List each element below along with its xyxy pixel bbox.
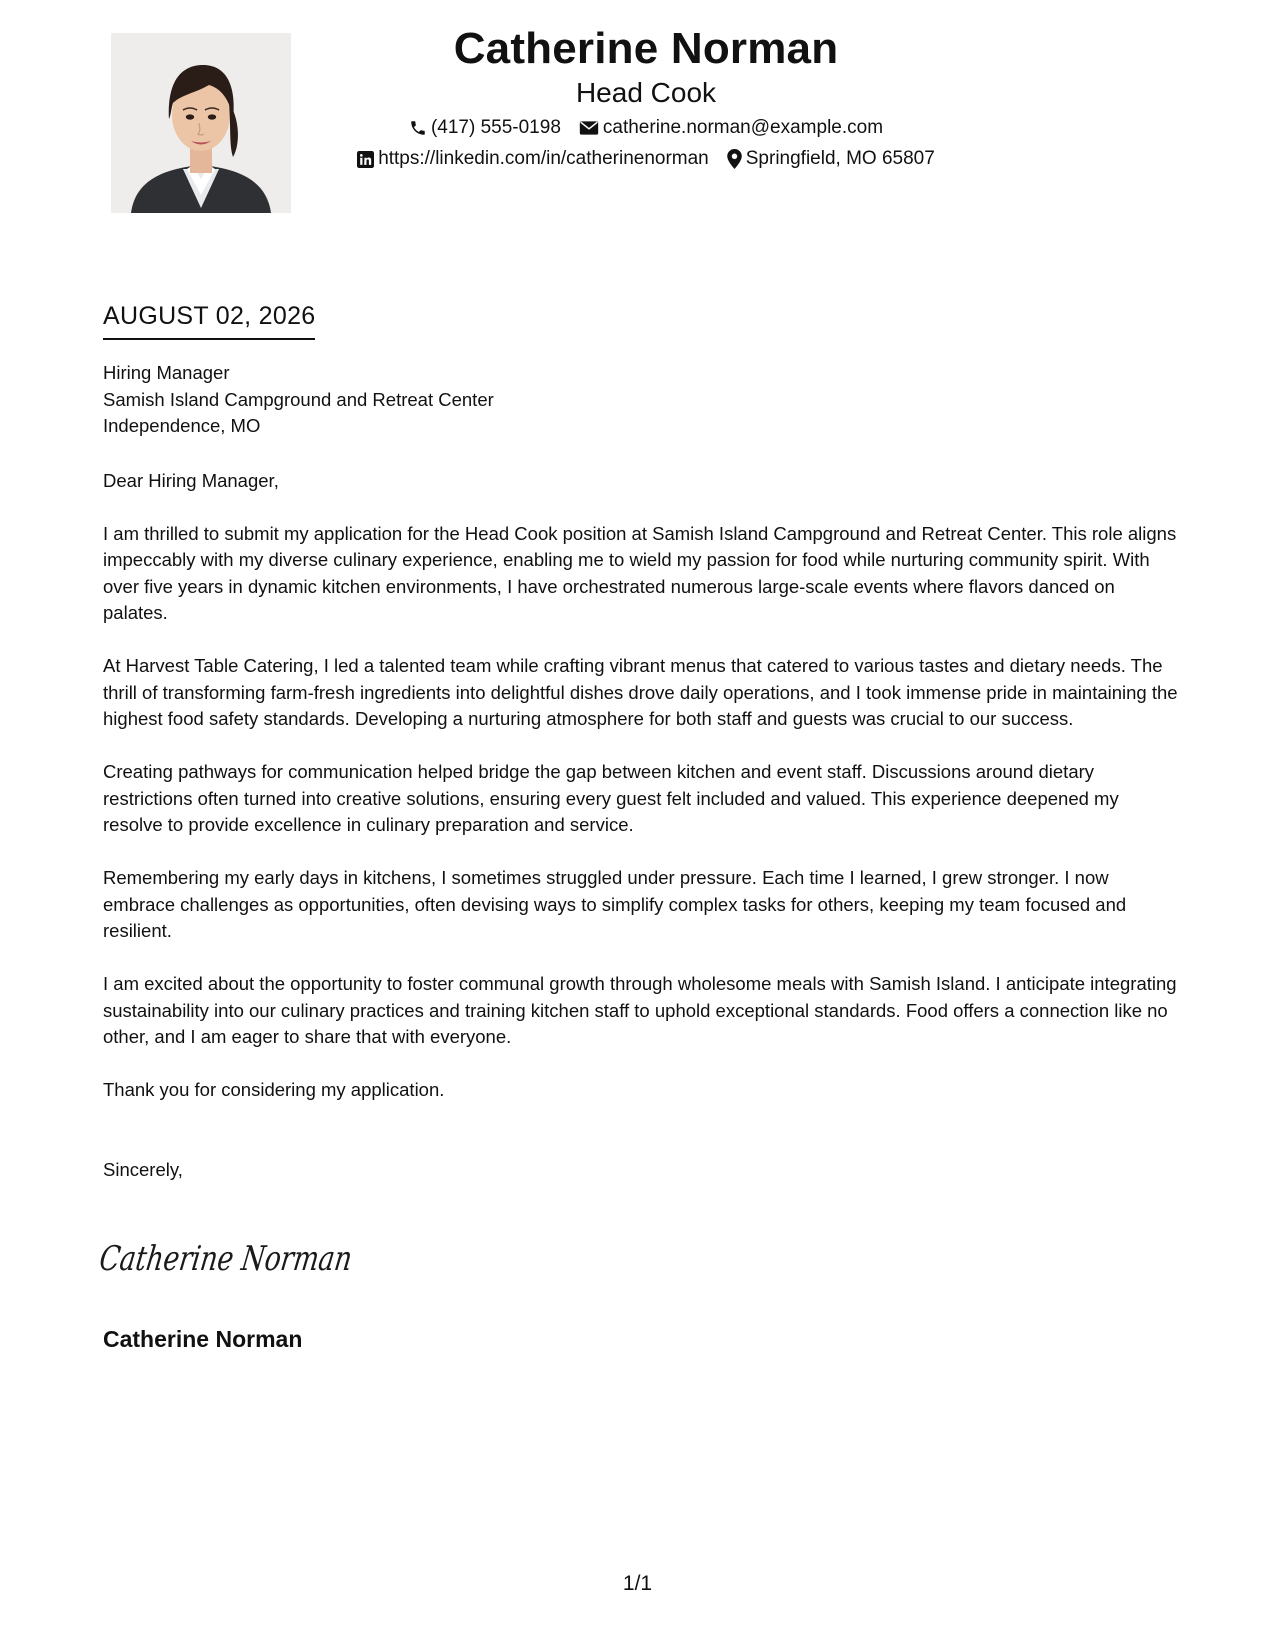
- contact-row-1: [290, 115, 1002, 141]
- applicant-name: Catherine Norman: [453, 24, 839, 73]
- body-paragraph: I am excited about the opportunity to foster communal growth through wholesome meals with Samish Island. I anticipate integrating sustainability into our culinary practices and training kitchen staff to uphold exceptional standards. Food offers a connection like no other, and I am eager to share that with everyone.: [103, 973, 1177, 1047]
- email-text: catherine.norman@example.com: [602, 117, 884, 138]
- contact-row-2: [290, 146, 1002, 172]
- svg-text:Catherine Norman: Catherine Norman: [96, 1239, 426, 1279]
- body-paragraph: Remembering my early days in kitchens, I sometimes struggled under pressure. Each time I learned, I grew stronger. I now embrace challenges as opportunities, often devising ways to simplify complex tasks for others, keeping my team focused and resilient.: [103, 867, 1127, 941]
- letter-body: [103, 360, 1183, 1183]
- envelope-icon: [579, 120, 599, 136]
- linkedin-icon: [357, 151, 374, 168]
- linkedin-text: https://linkedin.com/in/catherinenorman: [378, 148, 709, 169]
- profile-photo: [111, 33, 291, 213]
- contact-location: [727, 146, 935, 172]
- recipient-company: Samish Island Campground and Retreat Center: [103, 388, 494, 410]
- phone-icon: [409, 119, 427, 137]
- signed-name: Catherine Norman: [103, 1326, 303, 1352]
- body-paragraph: I am thrilled to submit my application for the Head Cook position at Samish Island Campground and Retreat Center. This role aligns impeccably with my diverse culinary experience, enabling me to wield my passion for food while nurturing community spirit. With over five years in dynamic kitchen environments, I have orchestrated numerous large-scale events where flavors danced on palates.: [103, 522, 1177, 623]
- letter-header: [290, 20, 1002, 172]
- body-paragraph: Thank you for considering my application.: [103, 1079, 445, 1100]
- handwritten-signature: [96, 1236, 426, 1287]
- contact-phone: [409, 115, 561, 141]
- salutation: Dear Hiring Manager,: [103, 469, 279, 491]
- portrait-image: [111, 33, 291, 213]
- closing: Sincerely,: [103, 1158, 183, 1180]
- contact-email: [579, 115, 883, 141]
- body-paragraph: Creating pathways for communication helped bridge the gap between kitchen and event staff. Discussions around dietary restrictions often turned into creative solutions, ensuring every guest felt included and valued. This experience deepened my resolve to provide excellence in culinary preparation and service.: [103, 761, 1119, 835]
- recipient-block: [103, 360, 1183, 440]
- job-title: Head Cook: [575, 77, 717, 108]
- location-text: Springfield, MO 65807: [745, 148, 935, 169]
- page-number: 1/1: [622, 1572, 653, 1595]
- date-block: [103, 300, 315, 340]
- phone-text: (417) 555-0198: [430, 117, 561, 138]
- map-pin-icon: [727, 149, 742, 169]
- recipient-title: Hiring Manager: [103, 362, 230, 383]
- letter-date: AUGUST 02, 2026: [103, 300, 315, 340]
- body-paragraph: At Harvest Table Catering, I led a talented team while crafting vibrant menus that catered to various tastes and dietary needs. The thrill of transforming farm-fresh ingredients into delightful dishes drove daily operations, and I took immense pride in maintaining the highest food safety standards. Developing a nurturing atmosphere for both staff and guests was crucial to our success.: [103, 655, 1178, 729]
- recipient-location: Independence, MO: [103, 415, 261, 436]
- contact-linkedin: [357, 146, 709, 172]
